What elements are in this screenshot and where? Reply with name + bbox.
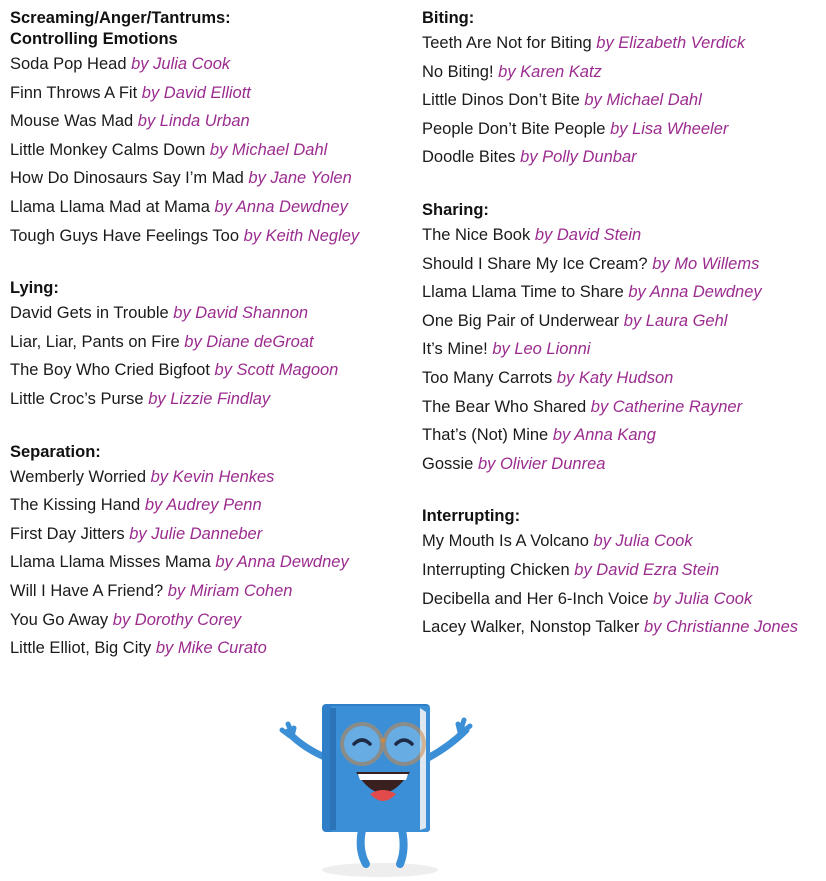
book-title: Finn Throws A Fit bbox=[10, 83, 138, 102]
book-author: by Julie Danneber bbox=[129, 524, 263, 543]
book-item bbox=[10, 136, 410, 165]
book-author: by Anna Dewdney bbox=[628, 283, 762, 302]
book-author: by Linda Urban bbox=[137, 112, 250, 131]
book-title: Decibella and Her 6-Inch Voice bbox=[422, 589, 649, 608]
book-title: Will I Have A Friend? bbox=[10, 581, 164, 600]
book-item bbox=[10, 193, 410, 222]
section-heading bbox=[422, 506, 822, 527]
section-heading bbox=[422, 200, 822, 221]
book-author: by Anna Dewdney bbox=[215, 553, 349, 572]
book-title: Lacey Walker, Nonstop Talker bbox=[422, 618, 640, 637]
book-author: by Miriam Cohen bbox=[167, 581, 293, 600]
book-title: One Big Pair of Underwear bbox=[422, 311, 620, 330]
book-author: by Lizzie Findlay bbox=[148, 389, 271, 408]
book-author: by David Elliott bbox=[141, 83, 251, 102]
section-lying bbox=[10, 278, 410, 413]
right-column bbox=[422, 8, 822, 670]
book-author: by Jane Yolen bbox=[248, 169, 352, 188]
book-item bbox=[10, 222, 410, 251]
book-title: The Nice Book bbox=[422, 225, 531, 244]
section-heading bbox=[422, 8, 822, 29]
book-item bbox=[422, 585, 822, 614]
book-author: by David Stein bbox=[534, 225, 642, 244]
book-title: The Boy Who Cried Bigfoot bbox=[10, 361, 210, 380]
book-item bbox=[422, 307, 822, 336]
book-author: by Olivier Dunrea bbox=[477, 454, 606, 473]
book-author: by Mike Curato bbox=[155, 639, 267, 658]
book-title: How Do Dinosaurs Say I’m Mad bbox=[10, 169, 244, 188]
book-author: by Julia Cook bbox=[593, 532, 693, 551]
heading-line: Separation: bbox=[10, 442, 101, 461]
book-item bbox=[422, 221, 822, 250]
book-title: Mouse Was Mad bbox=[10, 112, 134, 131]
book-item bbox=[10, 520, 410, 549]
book-item bbox=[422, 86, 822, 115]
book-title: Teeth Are Not for Biting bbox=[422, 34, 592, 52]
section-biting bbox=[422, 8, 822, 172]
book-item bbox=[10, 491, 410, 520]
heading-line: Screaming/Anger/Tantrums: bbox=[10, 9, 231, 27]
book-title: Liar, Liar, Pants on Fire bbox=[10, 332, 180, 351]
heading-line: Controlling Emotions bbox=[10, 30, 178, 48]
book-item bbox=[10, 577, 410, 606]
heading-line: Sharing: bbox=[422, 200, 489, 219]
book-author: by Diane deGroat bbox=[184, 332, 314, 351]
book-title: Soda Pop Head bbox=[10, 55, 127, 73]
book-title: Gossie bbox=[422, 454, 474, 473]
book-item bbox=[10, 164, 410, 193]
book-item bbox=[422, 115, 822, 144]
book-title: Little Monkey Calms Down bbox=[10, 140, 206, 159]
book-title: That’s (Not) Mine bbox=[422, 426, 549, 445]
book-item bbox=[10, 385, 410, 414]
book-author: by Mo Willems bbox=[652, 254, 760, 273]
book-author: by Polly Dunbar bbox=[520, 148, 637, 167]
book-item bbox=[422, 364, 822, 393]
book-item bbox=[422, 393, 822, 422]
book-title: No Biting! bbox=[422, 62, 494, 81]
book-item bbox=[10, 606, 410, 635]
book-title: Little Dinos Don’t Bite bbox=[422, 91, 580, 110]
happy-book-mascot-icon bbox=[270, 690, 480, 880]
heading-line: Interrupting: bbox=[422, 507, 521, 526]
book-item bbox=[422, 450, 822, 479]
book-author: by Julia Cook bbox=[653, 589, 753, 608]
section-heading bbox=[10, 278, 410, 299]
section-screaming-anger bbox=[10, 8, 410, 250]
book-item bbox=[422, 58, 822, 87]
book-title: Little Croc’s Purse bbox=[10, 389, 144, 408]
book-title: Little Elliot, Big City bbox=[10, 639, 152, 658]
section-heading bbox=[10, 442, 410, 463]
book-author: by David Shannon bbox=[173, 304, 309, 323]
book-author: by Christianne Jones bbox=[643, 618, 799, 637]
book-item bbox=[422, 335, 822, 364]
book-author: by Lisa Wheeler bbox=[610, 119, 729, 138]
heading-line: Biting: bbox=[422, 9, 475, 27]
book-title: It’s Mine! bbox=[422, 340, 488, 359]
book-author: by Keith Negley bbox=[243, 226, 360, 245]
book-title: Llama Llama Time to Share bbox=[422, 283, 624, 302]
book-author: by Leo Lionni bbox=[492, 340, 591, 359]
book-title: Interrupting Chicken bbox=[422, 560, 570, 579]
book-item bbox=[10, 79, 410, 108]
book-item bbox=[10, 107, 410, 136]
book-title: David Gets in Trouble bbox=[10, 304, 169, 323]
book-author: by Michael Dahl bbox=[209, 140, 328, 159]
book-title: Tough Guys Have Feelings Too bbox=[10, 226, 239, 245]
book-author: by Katy Hudson bbox=[556, 368, 674, 387]
book-author: by Dorothy Corey bbox=[112, 610, 242, 629]
book-item bbox=[10, 356, 410, 385]
book-item bbox=[10, 328, 410, 357]
section-sharing bbox=[422, 200, 822, 478]
book-author: by Kevin Henkes bbox=[150, 467, 275, 486]
heading-line: Lying: bbox=[10, 279, 59, 298]
book-item bbox=[422, 421, 822, 450]
book-item bbox=[10, 463, 410, 492]
book-title: First Day Jitters bbox=[10, 524, 125, 543]
book-item bbox=[10, 548, 410, 577]
book-title: Llama Llama Misses Mama bbox=[10, 553, 211, 572]
book-author: by David Ezra Stein bbox=[574, 560, 720, 579]
book-author: by Karen Katz bbox=[498, 62, 602, 81]
book-author: by Michael Dahl bbox=[584, 91, 702, 110]
book-title: The Bear Who Shared bbox=[422, 397, 587, 416]
section-separation bbox=[10, 442, 410, 663]
book-item bbox=[422, 527, 822, 556]
book-author: by Catherine Rayner bbox=[590, 397, 743, 416]
book-author: by Scott Magoon bbox=[214, 361, 339, 380]
book-title: Too Many Carrots bbox=[422, 368, 553, 387]
book-item bbox=[422, 29, 822, 58]
book-title: Should I Share My Ice Cream? bbox=[422, 254, 648, 273]
book-item bbox=[422, 556, 822, 585]
book-title: People Don’t Bite People bbox=[422, 119, 606, 138]
section-interrupting bbox=[422, 506, 822, 641]
book-item bbox=[422, 613, 822, 642]
book-item bbox=[10, 634, 410, 663]
book-item bbox=[422, 250, 822, 279]
book-author: by Laura Gehl bbox=[623, 311, 728, 330]
book-author: by Anna Dewdney bbox=[214, 197, 348, 216]
section-heading bbox=[10, 8, 410, 50]
book-author: by Elizabeth Verdick bbox=[596, 34, 746, 52]
book-item bbox=[10, 50, 410, 79]
book-author: by Audrey Penn bbox=[144, 496, 262, 515]
book-title: Wemberly Worried bbox=[10, 467, 147, 486]
book-item bbox=[10, 299, 410, 328]
book-title: You Go Away bbox=[10, 610, 109, 629]
book-title: Llama Llama Mad at Mama bbox=[10, 197, 210, 216]
book-title: Doodle Bites bbox=[422, 148, 516, 167]
book-author: by Anna Kang bbox=[552, 426, 656, 445]
book-item bbox=[422, 278, 822, 307]
book-item bbox=[422, 143, 822, 172]
left-column bbox=[10, 8, 410, 691]
book-title: My Mouth Is A Volcano bbox=[422, 532, 589, 551]
book-author: by Julia Cook bbox=[131, 55, 231, 73]
book-title: The Kissing Hand bbox=[10, 496, 141, 515]
